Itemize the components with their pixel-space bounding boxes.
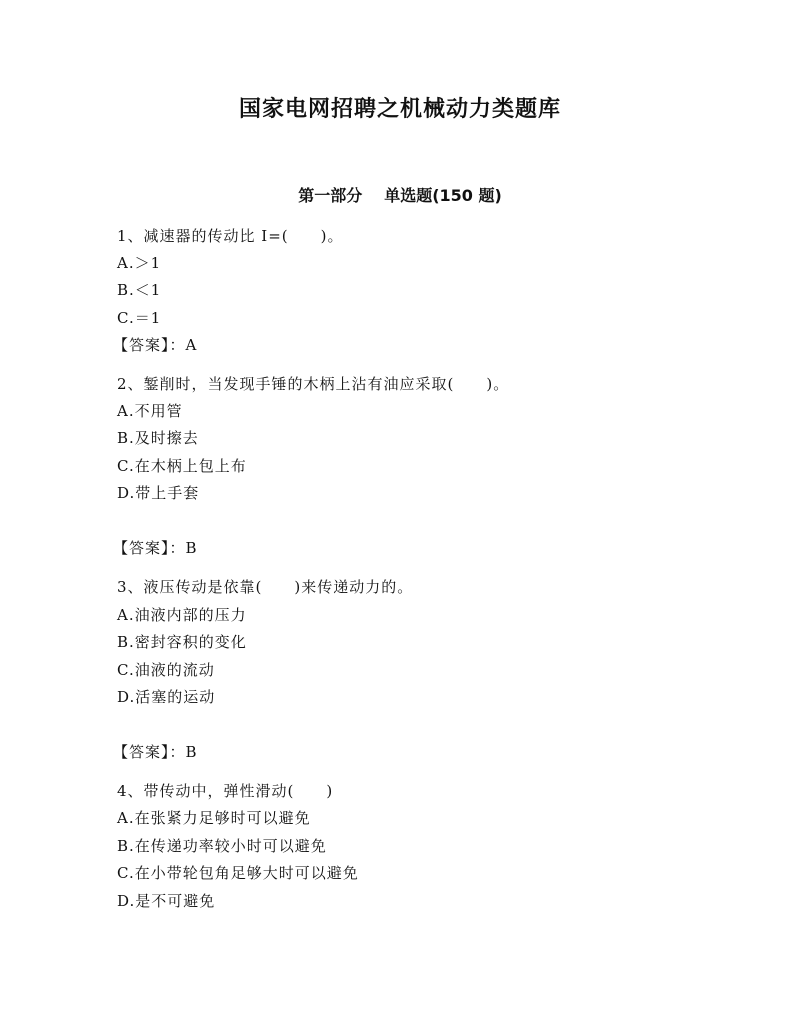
question-4-stem: 4、带传动中，弹性滑动( ) [117,782,334,800]
question-4-option-c: C.在小带轮包角足够大时可以避免 [117,864,359,882]
question-1-option-a: A.＞1 [117,254,162,272]
question-3-option-a: A.油液内部的压力 [117,606,247,624]
question-3-stem: 3、液压传动是依靠( )来传递动力的。 [117,578,414,596]
question-1-option-b: B.＜1 [117,281,162,299]
question-4-option-d: D.是不可避免 [117,892,216,910]
question-3-option-b: B.密封容积的变化 [117,633,247,651]
question-3-answer: 【答案】：B [113,743,198,761]
question-4-option-b: B.在传递功率较小时可以避免 [117,837,327,855]
section-name: 单选题(150 题) [384,186,502,205]
question-3-option-c: C.油液的流动 [117,661,215,679]
section-part: 第一部分 [298,186,363,205]
question-2-stem: 2、錾削时，当发现手锤的木柄上沾有油应采取( )。 [117,375,510,393]
question-2-answer: 【答案】：B [113,539,198,557]
question-1-option-c: C.＝1 [117,309,162,327]
question-2-option-a: A.不用管 [117,402,183,420]
question-2-option-b: B.及时擦去 [117,429,199,447]
section-heading [0,183,800,206]
question-2-option-c: C.在木柄上包上布 [117,457,247,475]
question-2-option-d: D.带上手套 [117,484,200,502]
question-1-stem: 1、减速器的传动比 I=( )。 [117,227,344,245]
question-3-option-d: D.活塞的运动 [117,688,216,706]
question-4-option-a: A.在张紧力足够时可以避免 [117,809,311,827]
question-1-answer: 【答案】：A [113,336,198,354]
page-title: 国家电网招聘之机械动力类题库 [238,97,561,122]
